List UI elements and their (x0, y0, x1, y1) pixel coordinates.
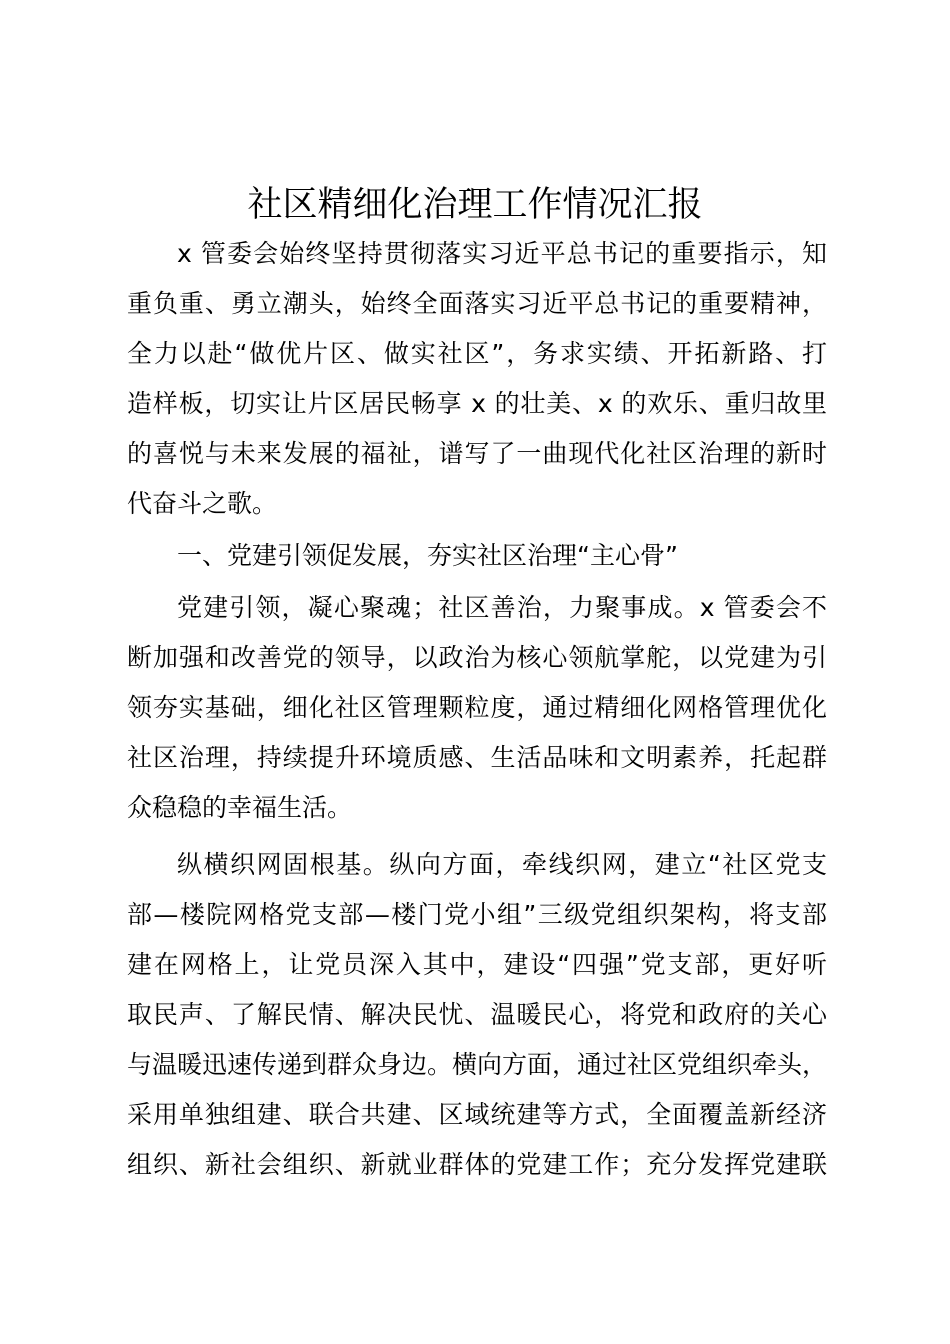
document-body (127, 229, 827, 1190)
section-heading: 一、党建引领促发展，夯实社区治理“主心骨” (177, 541, 678, 570)
paragraph-line: 重负重、勇立潮头，始终全面落实习近平总书记的重要精神， (127, 289, 827, 318)
paragraph-line: 与温暖迅速传递到群众身边。横向方面，通过社区党组织牵头， (127, 1050, 828, 1079)
paragraph-line: 纵横织网固根基。纵向方面，牵线织网，建立“社区党支 (177, 850, 827, 879)
document-title: 社区精细化治理工作情况汇报 (247, 185, 703, 225)
paragraph-line: 部—楼院网格党支部—楼门党小组”三级党组织架构，将支部 (127, 900, 827, 929)
paragraph-line: 领夯实基础，细化社区管理颗粒度，通过精细化网格管理优化 (127, 693, 827, 722)
paragraph-line: 党建引领，凝心聚魂；社区善治，力聚事成。x 管委会不 (177, 593, 827, 622)
paragraph-line: 组织、新社会组织、新就业群体的党建工作；充分发挥党建联 (127, 1150, 827, 1179)
paragraph-line: 建在网格上，让党员深入其中，建设“四强”党支部，更好听 (127, 950, 827, 979)
paragraph-line: 的喜悦与未来发展的福祉，谱写了一曲现代化社区治理的新时 (127, 439, 827, 468)
paragraph-line: 断加强和改善党的领导，以政治为核心领航掌舵，以党建为引 (127, 643, 827, 672)
paragraph-line: 众稳稳的幸福生活。 (127, 793, 353, 822)
paragraph-line: 采用单独组建、联合共建、区域统建等方式，全面覆盖新经济 (127, 1100, 827, 1129)
paragraph-party-leadership (127, 583, 827, 833)
paragraph-line: x 管委会始终坚持贯彻落实习近平总书记的重要指示，知 (177, 239, 827, 268)
paragraph-intro (127, 229, 827, 529)
paragraph-line: 造样板，切实让片区居民畅享 x 的壮美、x 的欢乐、重归故里 (127, 389, 827, 418)
paragraph-line: 代奋斗之歌。 (127, 489, 278, 518)
paragraph-grid-network (127, 840, 827, 1190)
paragraph-line: 取民声、了解民情、解决民忧、温暖民心，将党和政府的关心 (127, 1000, 827, 1029)
paragraph-line: 社区治理，持续提升环境质感、生活品味和文明素养，托起群 (127, 743, 827, 772)
paragraph-line: 全力以赴“做优片区、做实社区”，务求实绩、开拓新路、打 (127, 339, 827, 368)
